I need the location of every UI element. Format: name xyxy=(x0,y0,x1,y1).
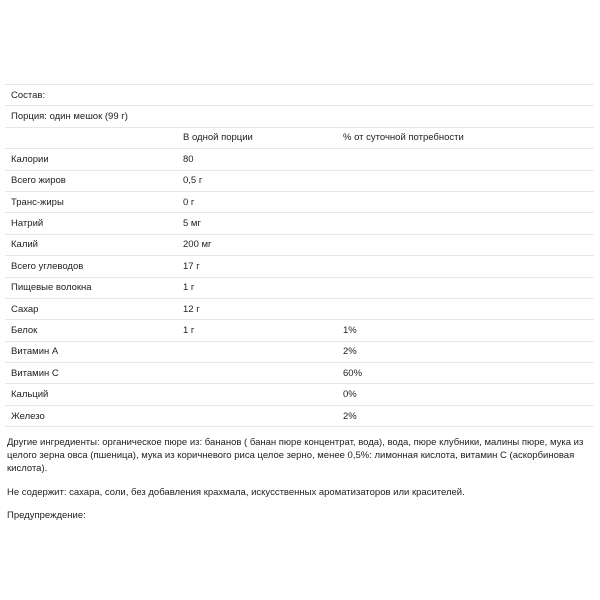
nutrient-daily xyxy=(337,234,594,255)
nutrient-daily xyxy=(337,213,594,234)
composition-row xyxy=(5,85,594,106)
nutrient-row-fiber xyxy=(5,277,594,298)
nutrient-daily xyxy=(337,170,594,191)
nutrient-amount xyxy=(177,341,337,362)
nutrient-daily xyxy=(337,277,594,298)
nutrient-name: Пищевые волокна xyxy=(5,277,177,298)
nutrient-amount: 17 г xyxy=(177,256,337,277)
nutrient-name: Натрий xyxy=(5,213,177,234)
nutrient-row-protein xyxy=(5,320,594,341)
nutrient-daily: 2% xyxy=(337,341,594,362)
nutrient-row-sugar xyxy=(5,298,594,319)
nutrient-row-potassium xyxy=(5,234,594,255)
does-not-contain-text: Не содержит: сахара, соли, без добавления крахмала, искусственных ароматизаторов или красителей. xyxy=(7,486,465,498)
nutrient-amount: 80 xyxy=(177,149,337,170)
nutrient-row-iron xyxy=(5,405,594,426)
nutrient-name: Всего углеводов xyxy=(5,256,177,277)
nutrient-amount: 1 г xyxy=(177,320,337,341)
nutrient-name: Всего жиров xyxy=(5,170,177,191)
nutrient-daily: 1% xyxy=(337,320,594,341)
nutrient-daily: 2% xyxy=(337,405,594,426)
nutrient-amount xyxy=(177,363,337,384)
nutrition-table xyxy=(5,84,594,427)
nutrient-amount: 0 г xyxy=(177,191,337,212)
header-empty-cell xyxy=(5,127,177,148)
serving-label: Порция: один мешок (99 г) xyxy=(5,106,594,127)
header-daily-value: % от суточной потребности xyxy=(337,127,594,148)
nutrient-name: Железо xyxy=(5,405,177,426)
nutrient-name: Калории xyxy=(5,149,177,170)
nutrient-amount: 12 г xyxy=(177,298,337,319)
nutrient-row-total-fat xyxy=(5,170,594,191)
header-row xyxy=(5,127,594,148)
serving-row xyxy=(5,106,594,127)
nutrient-name: Сахар xyxy=(5,298,177,319)
nutrient-daily: 60% xyxy=(337,363,594,384)
nutrient-row-vitamin-a xyxy=(5,341,594,362)
nutrient-row-total-carbs xyxy=(5,256,594,277)
nutrient-name: Витамин A xyxy=(5,341,177,362)
nutrient-name: Транс-жиры xyxy=(5,191,177,212)
nutrient-daily xyxy=(337,298,594,319)
warning-label: Предупреждение: xyxy=(7,509,86,521)
nutrient-row-vitamin-c xyxy=(5,363,594,384)
nutrient-amount: 1 г xyxy=(177,277,337,298)
nutrient-name: Кальций xyxy=(5,384,177,405)
nutrient-amount xyxy=(177,384,337,405)
nutrient-row-trans-fat xyxy=(5,191,594,212)
nutrient-daily xyxy=(337,256,594,277)
nutrient-amount: 200 мг xyxy=(177,234,337,255)
nutrient-name: Белок xyxy=(5,320,177,341)
notes-section xyxy=(7,436,593,532)
nutrient-row-sodium xyxy=(5,213,594,234)
nutrient-amount xyxy=(177,405,337,426)
nutrient-row-calories xyxy=(5,149,594,170)
header-per-serving: В одной порции xyxy=(177,127,337,148)
nutrient-row-calcium xyxy=(5,384,594,405)
nutrient-name: Калий xyxy=(5,234,177,255)
nutrient-amount: 5 мг xyxy=(177,213,337,234)
other-ingredients-text: Другие ингредиенты: органическое пюре из: бананов ( банан пюре концентрат, вода), вода, пюре клубники, малины пюре, мука из целого зерна овса (пшеница), мука из коричневого риса целое зерно, менее 0,5%: лимонная кислота, витамин C (аскорбиновая кислота). xyxy=(7,437,584,475)
nutrient-name: Витамин C xyxy=(5,363,177,384)
nutrient-amount: 0,5 г xyxy=(177,170,337,191)
nutrient-daily xyxy=(337,191,594,212)
composition-label: Состав: xyxy=(5,85,594,106)
nutrient-daily: 0% xyxy=(337,384,594,405)
nutrient-daily xyxy=(337,149,594,170)
